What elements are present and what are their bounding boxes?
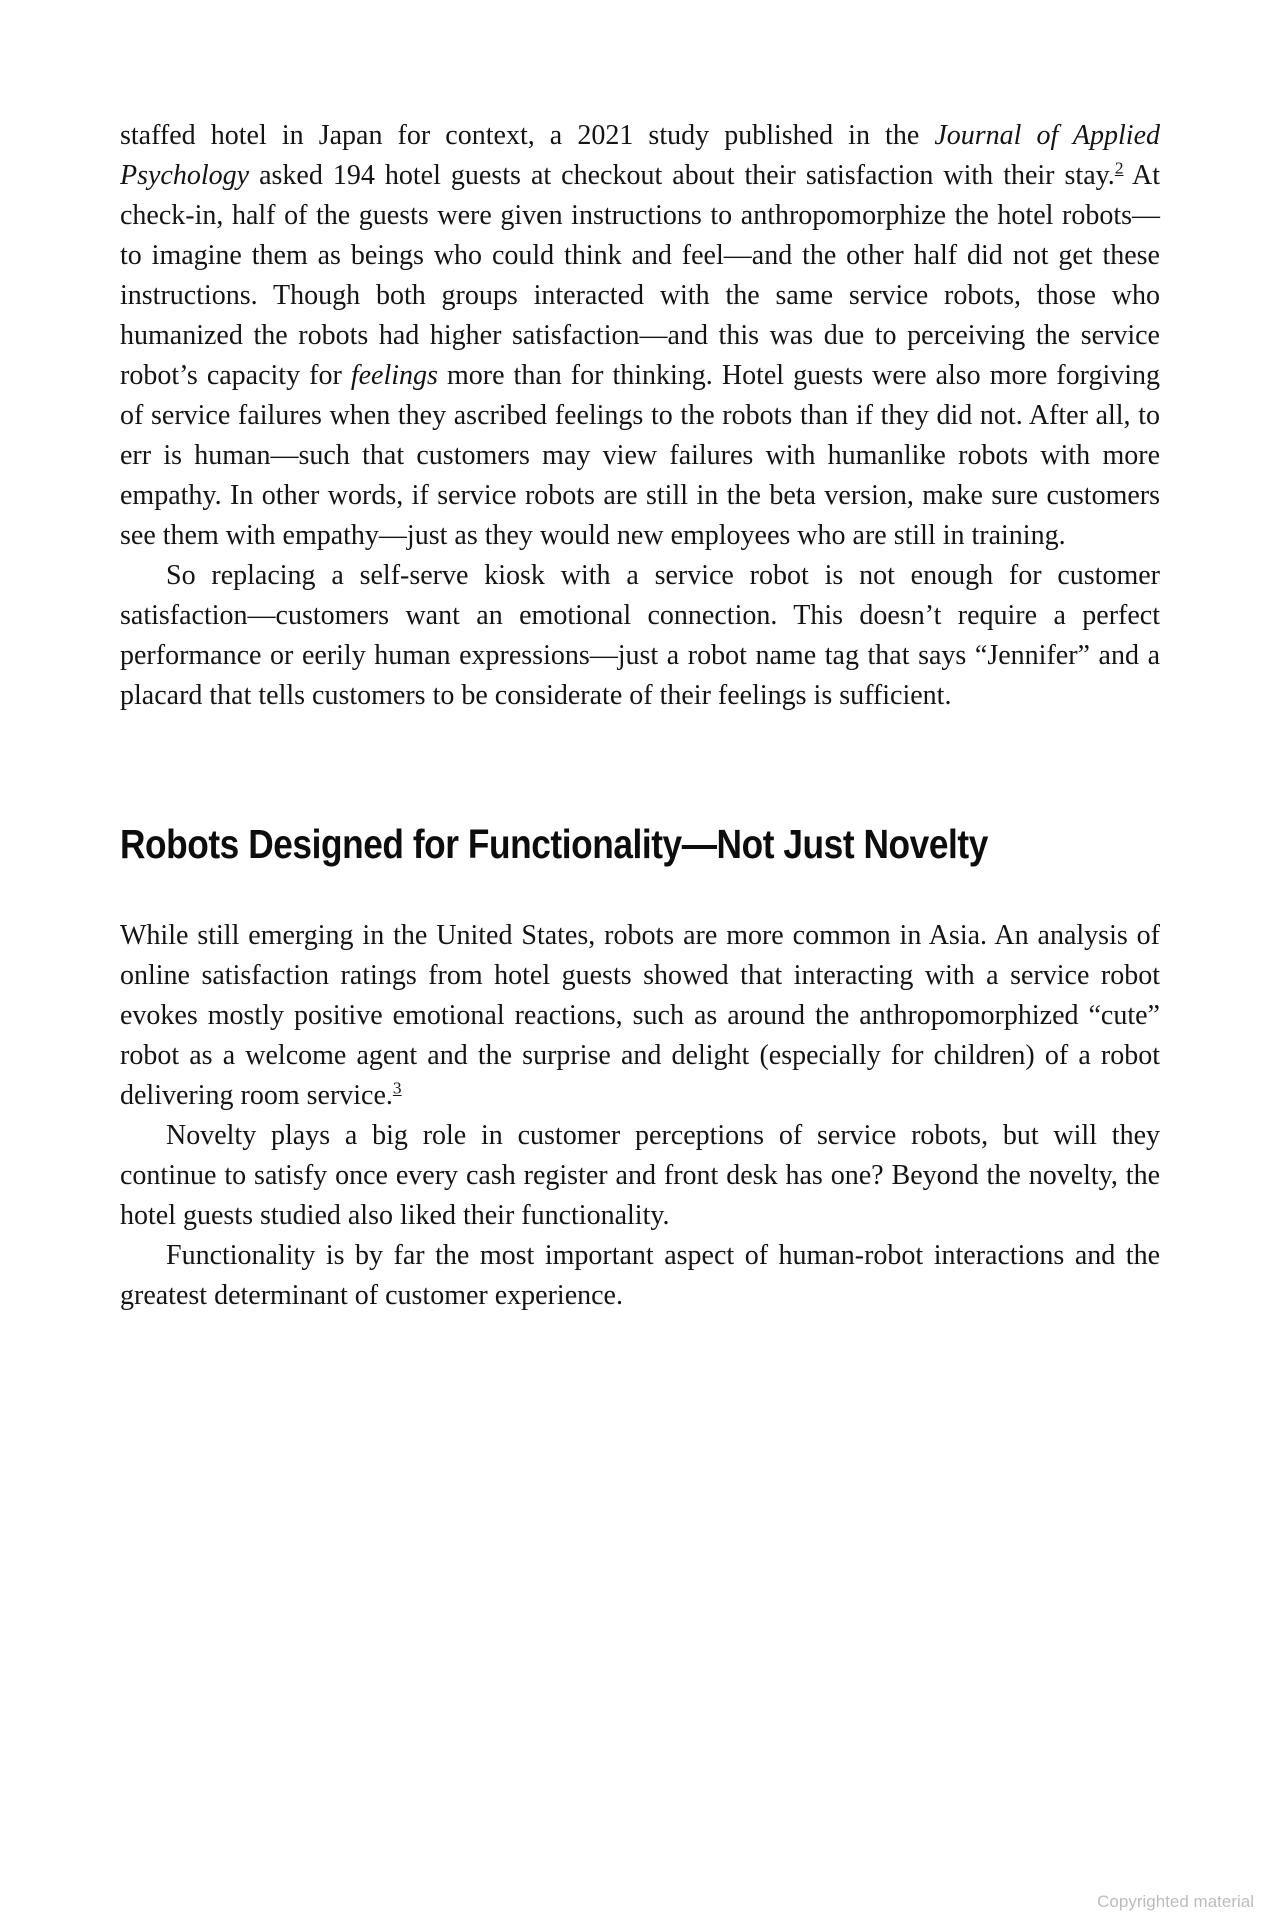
footnote-ref-3[interactable]: 3 <box>392 1078 402 1098</box>
copyright-watermark: Copyrighted material <box>1097 1892 1254 1911</box>
text-run: At check-in, half of the guests were given instructions to anthropomorphize the hotel robots—to imagine them as beings who could think and feel—and the other half did not get these instructions. Though both groups interacted with the same service robots, those who humanized the robots had higher satisfaction—and this was due to perceiving the service robot’s capacity for <box>120 160 1160 391</box>
text-run: Functionality is by far the most important aspect of human-robot interactions and the greatest determinant of customer experience. <box>120 1240 1160 1311</box>
text-run: So replacing a self-serve kiosk with a service robot is not enough for customer satisfaction—customers want an emotional connection. This doesn’t require a perfect performance or eerily human expressions—just a robot name tag that says “Jennifer” and a placard that tells customers to be considerate of their feelings is sufficient. <box>120 560 1160 711</box>
text-run: staffed hotel in Japan for context, a 2021 study published in the <box>120 120 935 151</box>
italic-text: Journal of Applied Psychology <box>120 120 1160 191</box>
section-heading: Robots Designed for Functionality—Not Just Novelty <box>120 821 988 867</box>
text-run: Novelty plays a big role in customer perceptions of service robots, but will they continue to satisfy once every cash register and front desk has one? Beyond the novelty, the hotel guests studied also liked their functionality. <box>120 1120 1160 1231</box>
page-content <box>120 116 1160 1316</box>
paragraph <box>120 1116 1160 1236</box>
paragraph <box>120 556 1160 716</box>
paragraph <box>120 1236 1160 1316</box>
paragraph <box>120 116 1160 556</box>
footnote-ref-2[interactable]: 2 <box>1114 158 1124 178</box>
text-run: more than for thinking. Hotel guests were also more forgiving of service failures when they ascribed feelings to the robots than if they did not. After all, to err is human—such that customers may view failures with humanlike robots with more empathy. In other words, if service robots are still in the beta version, make sure customers see them with empathy—just as they would new employees who are still in training. <box>120 360 1160 551</box>
italic-text: feelings <box>350 360 438 391</box>
text-run: asked 194 hotel guests at checkout about their satisfaction with their stay. <box>249 160 1115 191</box>
text-run: While still emerging in the United States, robots are more common in Asia. An analysis of online satisfaction ratings from hotel guests showed that interacting with a service robot evokes mostly positive emotional reactions, such as around the anthropomorphized “cute” robot as a welcome agent and the surprise and delight (especially for children) of a robot delivering room service. <box>120 920 1160 1111</box>
paragraph <box>120 916 1160 1116</box>
